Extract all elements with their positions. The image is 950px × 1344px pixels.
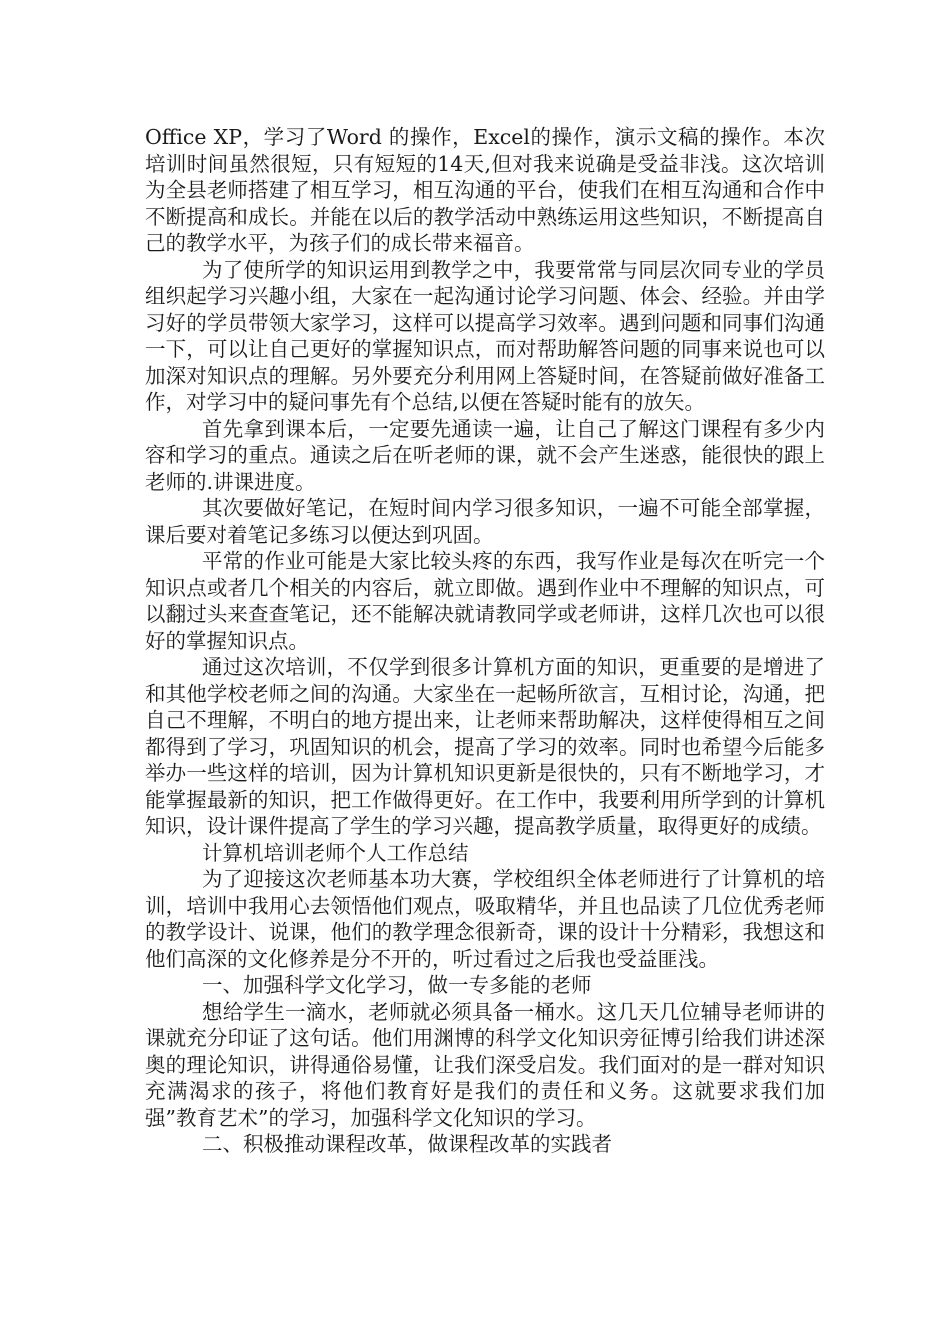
paragraph-contest-training: 为了迎接这次老师基本功大赛，学校组织全体老师进行了计算机的培训，培训中我用心去领悟他们观点，吸取精华，并且也品读了几位优秀老师的教学设计、说课，他们的教学理念很新奇，课的设计十分精彩，我想这和他们高深的文化修养是分不开的，听过看过之后我也受益匪浅。 [145,867,825,971]
paragraph-homework: 平常的作业可能是大家比较头疼的东西，我写作业是每次在听完一个知识点或者几个相关的内容后，就立即做。遇到作业中不理解的知识点，可以翻过头来查查笔记，还不能解决就请教同学或老师讲，这样几次也可以很好的掌握知识点。 [145,549,825,653]
section-title: 计算机培训老师个人工作总结 [202,840,469,865]
document-body [145,124,825,1158]
paragraph-read-textbook: 首先拿到课本后，一定要先通读一遍，让自己了解这门课程有多少内容和学习的重点。通读之后在听老师的课，就不会产生迷惑，能很快的跟上老师的.讲课进度。 [145,416,825,494]
paragraph-study-group: 为了使所学的知识运用到教学之中，我要常常与同层次同专业的学员组织起学习兴趣小组，大家在一起沟通讨论学习问题、体会、经验。并由学习好的学员带领大家学习，这样可以提高学习效率。遇到问题和同事们沟通一下，可以让自己更好的掌握知识点，而对帮助解答问题的同事来说也可以加深对知识点的理解。另外要充分利用网上答疑时间，在答疑前做好准备工作，对学习中的疑问事先有个总结,以便在答疑时能有的放矢。 [145,257,825,414]
paragraph-one-bucket-water: 想给学生一滴水，老师就必须具备一桶水。这几天几位辅导老师讲的课就充分印证了这句话。他们用渊博的科学文化知识旁征博引给我们讲述深奥的理论知识，讲得通俗易懂，让我们深受启发。我们面对的是一群对知识充满渴求的孩子，将他们教育好是我们的责任和义务。这就要求我们加强”教育艺术”的学习，加强科学文化知识的学习。 [145,999,825,1130]
heading-section-two: 二、积极推动课程改革，做课程改革的实践者 [202,1132,612,1156]
paragraph-take-notes: 其次要做好笔记，在短时间内学习很多知识，一遍不可能全部掌握，课后要对着笔记多练习以便达到巩固。 [145,496,825,547]
paragraph-computer-skills: Office XP，学习了Word 的操作，Excel的操作，演示文稿的操作。本次培训时间虽然很短，只有短短的14天,但对我来说确是受益非浅。这次培训为全县老师搭建了相互学习，相互沟通的平台，使我们在相互沟通和合作中不断提高和成长。并能在以后的教学活动中熟练运用这些知识，不断提高自己的教学水平，为孩子们的成长带来福音。 [145,125,825,255]
paragraph-training-gains: 通过这次培训，不仅学到很多计算机方面的知识，更重要的是增进了和其他学校老师之间的沟通。大家坐在一起畅所欲言，互相讨论，沟通，把自己不理解，不明白的地方提出来，让老师来帮助解决，这样使得相互之间都得到了学习，巩固知识的机会，提高了学习的效率。同时也希望今后能多举办一些这样的培训，因为计算机知识更新是很快的，只有不断地学习，才能掌握最新的知识，把工作做得更好。在工作中，我要利用所学到的计算机知识，设计课件提高了学生的学习兴趣，提高教学质量，取得更好的成绩。 [145,655,825,838]
heading-section-one: 一、加强科学文化学习，做一专多能的老师 [202,973,592,997]
